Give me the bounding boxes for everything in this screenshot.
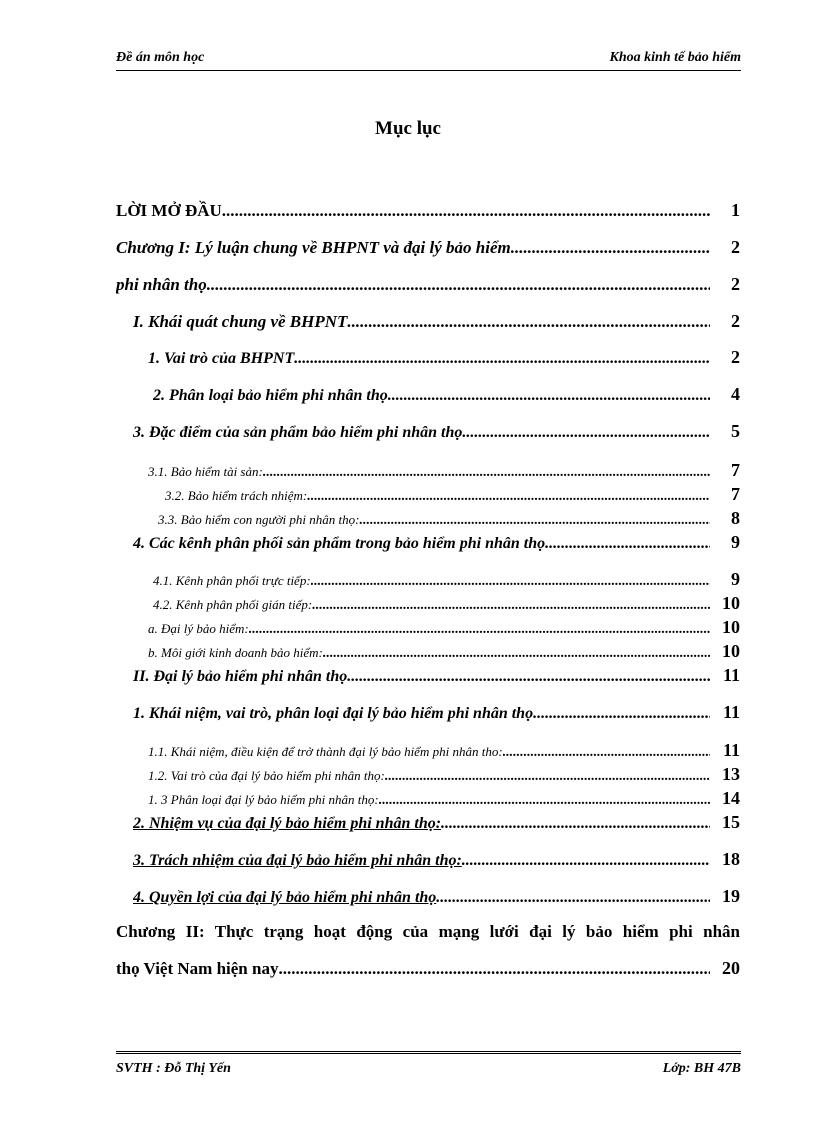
toc-entry[interactable] <box>165 484 740 505</box>
toc-entry-page: 20 <box>722 958 740 978</box>
toc-entry-label: 1. Vai trò của BHPNT <box>148 350 295 367</box>
toc-entry-page: 10 <box>722 593 740 613</box>
toc-entry[interactable] <box>116 237 740 258</box>
toc-entry-page: 2 <box>731 274 740 294</box>
toc-entry-label: II. Đại lý bảo hiểm phi nhân thọ. <box>133 668 352 685</box>
toc-entry-label: LỜI MỞ ĐẦU <box>116 201 222 220</box>
toc-entry[interactable] <box>148 460 740 481</box>
toc-entry-label: 3. Trách nhiệm của đại lý bảo hiểm phi nhân thọ: <box>133 852 462 869</box>
chapter-2-line-1: Chương II: Thực trạng hoạt động của mạng lưới đại lý bảo hiểm phi nhân <box>116 922 740 941</box>
toc-entry-page: 10 <box>722 617 740 637</box>
toc-entry-label: b. Môi giới kinh doanh bảo hiểm: <box>148 645 323 660</box>
toc-entry-label: 3.1. Bảo hiểm tài sản: <box>148 464 263 479</box>
toc-entry-label: I. Khái quát chung về BHPNT <box>133 312 348 331</box>
toc-entry[interactable] <box>133 849 740 870</box>
footer-student-label: SVTH : Đỗ Thị Yến <box>116 1061 231 1076</box>
toc-entry[interactable] <box>133 532 740 553</box>
toc-entry-page: 18 <box>722 849 740 869</box>
toc-entry-page: 19 <box>722 886 740 906</box>
chapter-2-line-2 <box>116 958 740 979</box>
toc-entry-label: 4. Quyền lợi của đại lý bảo hiểm phi nhân thọ <box>133 889 437 906</box>
toc-entry-label: 3.2. Bảo hiểm trách nhiệm: <box>165 488 308 503</box>
toc-entry[interactable] <box>116 274 740 295</box>
toc-entry-label: 1.1. Khái niệm, điều kiện để trở thành đại lý bảo hiểm phi nhân tho: <box>148 744 503 759</box>
toc-entry-label: 3.3. Bảo hiểm con người phi nhân thọ: <box>158 512 360 527</box>
toc-entry-label: 1. 3 Phân loại đại lý bảo hiểm phi nhân thọ: <box>148 792 379 807</box>
toc-entry-label: 4.1. Kênh phân phối trực tiếp: <box>153 573 311 588</box>
toc-entry-label: phi nhân thọ <box>116 275 207 294</box>
toc-entry[interactable] <box>116 200 740 221</box>
page-title: Mục lục <box>375 118 441 139</box>
toc-entry[interactable] <box>148 740 740 761</box>
toc-entry-page: 5 <box>731 421 740 441</box>
page-footer <box>116 1051 741 1079</box>
toc-entry-page: 7 <box>731 460 740 480</box>
toc-entry[interactable] <box>148 788 740 809</box>
toc-entry-page: 13 <box>722 764 740 784</box>
toc-entry-page: 11 <box>722 702 740 722</box>
toc-entry-label: 4.2. Kênh phân phối gián tiếp: <box>153 597 313 612</box>
toc-entry-label: thọ Việt Nam hiện nay <box>116 959 279 978</box>
toc-entry-page: 15 <box>722 812 740 832</box>
toc-entry[interactable] <box>133 812 740 833</box>
toc-entry[interactable] <box>153 593 740 614</box>
toc-entry[interactable] <box>148 764 740 785</box>
toc-entry-label: 3. Đặc điểm của sản phẩm bảo hiểm phi nhân thọ <box>133 424 463 441</box>
header-faculty-label: Khoa kinh tế bảo hiểm <box>609 50 741 65</box>
toc-entry-label: 4. Các kênh phân phối sản phẩm trong bảo hiểm phi nhân thọ. <box>133 535 550 552</box>
footer-class-label: Lớp: BH 47B <box>662 1061 741 1076</box>
toc-entry-page: 9 <box>731 569 740 589</box>
toc-entry-page: 2 <box>731 311 740 331</box>
toc-entry-page: 10 <box>722 641 740 661</box>
toc-entry[interactable] <box>148 641 740 662</box>
toc-entry-label: 2. Nhiệm vụ của đại lý bảo hiểm phi nhân thọ: <box>133 815 442 832</box>
toc-entry[interactable] <box>148 617 740 638</box>
toc-entry-page: 11 <box>722 740 740 760</box>
toc-entry-page: 2 <box>731 347 740 367</box>
header-course-label: Đề án môn học <box>116 50 205 65</box>
toc-entry-chapter-2[interactable] <box>116 922 740 992</box>
toc-entry-page: 4 <box>731 384 740 404</box>
toc-entry[interactable] <box>133 702 740 723</box>
toc-entry-label: 1. Khái niệm, vai trò, phân loại đại lý bảo hiểm phi nhân thọ. <box>133 705 538 722</box>
toc-entry-page: 14 <box>722 788 740 808</box>
toc-entry-page: 1 <box>731 200 740 220</box>
toc-entry-page: 9 <box>731 532 740 552</box>
toc-entry[interactable] <box>153 569 740 590</box>
toc-entry-label: a. Đại lý bảo hiểm: <box>148 621 249 636</box>
toc-entry-label: 2. Phân loại bảo hiểm phi nhân thọ <box>153 387 388 404</box>
toc-entry-label: Chương I: Lý luận chung về BHPNT và đại lý bảo hiểm <box>116 238 511 257</box>
toc-entry-page: 2 <box>731 237 740 257</box>
toc-entry-page: 7 <box>731 484 740 504</box>
toc-entry[interactable] <box>133 886 740 907</box>
toc-entry[interactable] <box>133 421 740 442</box>
toc-entry[interactable] <box>133 665 740 686</box>
toc-entry-label: 1.2. Vai trò của đại lý bảo hiểm phi nhân thọ: <box>148 768 385 783</box>
toc-entry[interactable] <box>153 384 740 405</box>
toc-entry[interactable] <box>158 508 740 529</box>
toc-entry-page: 8 <box>731 508 740 528</box>
toc-entry[interactable] <box>133 311 740 332</box>
toc-entry[interactable] <box>148 347 740 368</box>
toc-entry-page: 11 <box>722 665 740 685</box>
